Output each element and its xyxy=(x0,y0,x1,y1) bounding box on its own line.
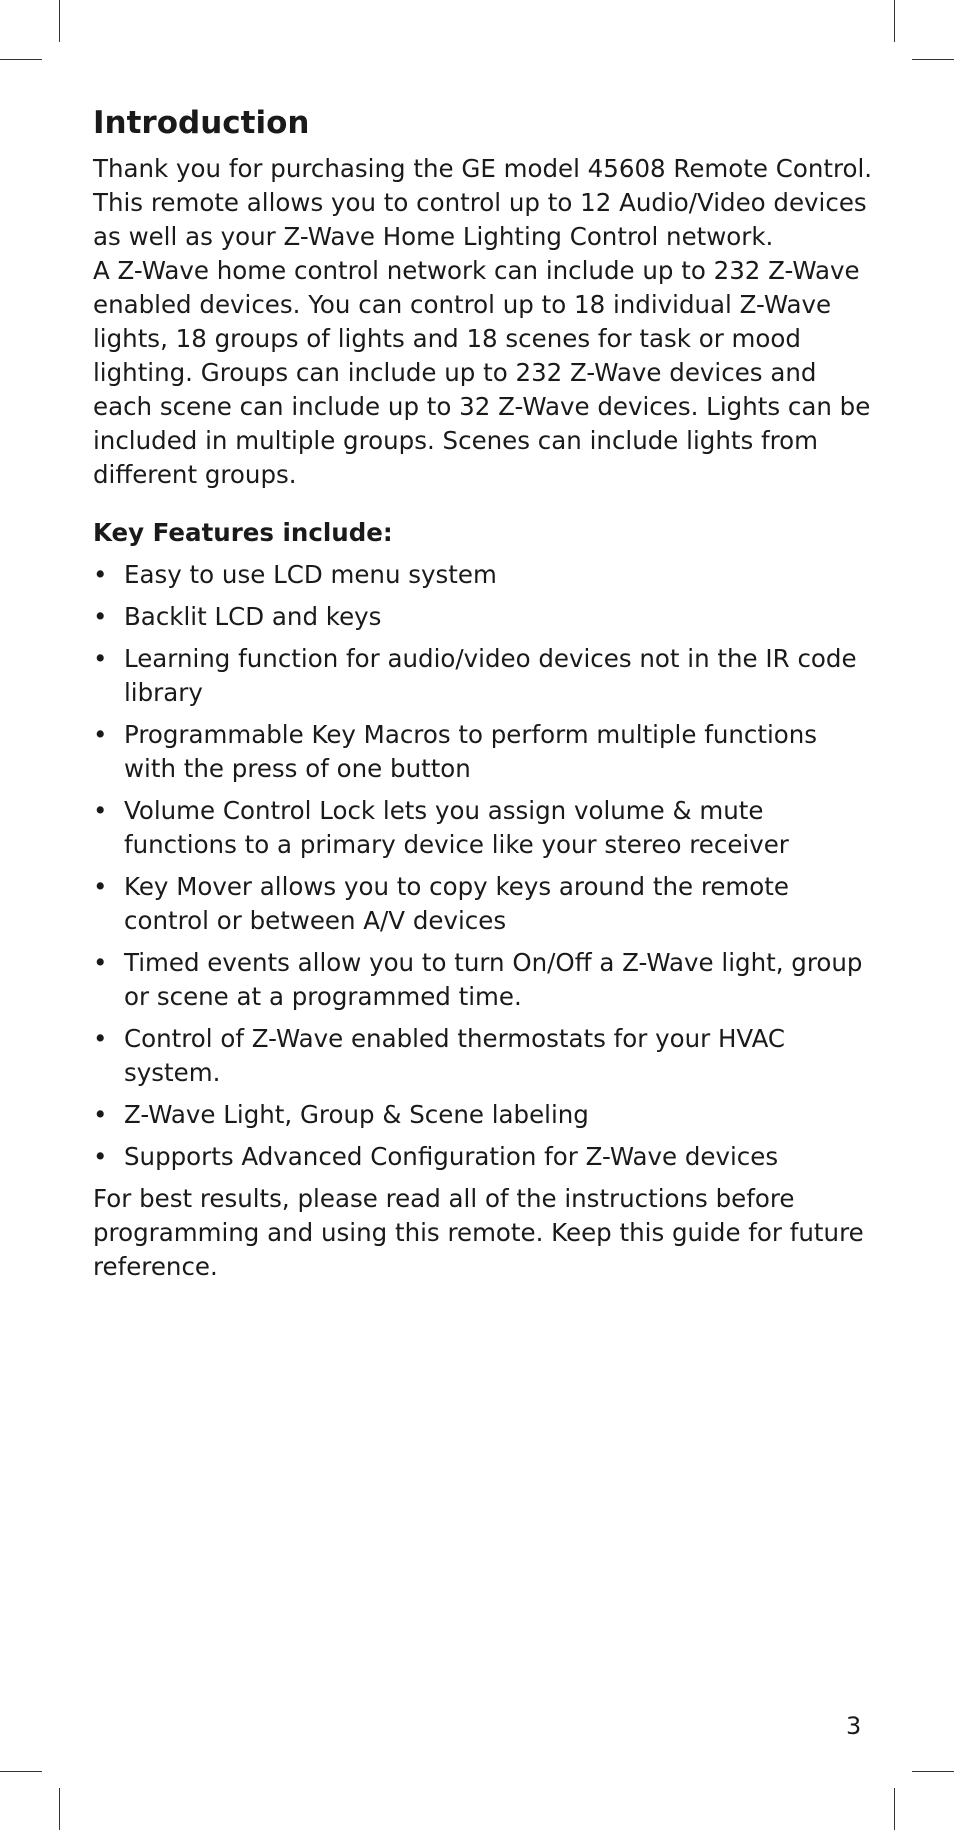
feature-text: Timed events allow you to turn On/Off a Z-Wave light, group or scene at a programmed time. xyxy=(124,948,863,1012)
bullet-icon: • xyxy=(93,872,108,902)
intro-paragraph-2: A Z-Wave home control network can include up to 232 Z-Wave enabled devices. You can control up to 18 individual Z-Wave lights, 18 groups of lights and 18 scenes for task or mood lighting. Groups can include up to 232 Z-Wave devices and each scene can include up to 32 Z-Wave devices. Lights can be included in multiple groups. Scenes can include lights from different groups. xyxy=(93,256,871,490)
bullet-icon: • xyxy=(93,560,108,590)
feature-item xyxy=(93,558,873,592)
page-content xyxy=(93,105,873,1284)
feature-item xyxy=(93,794,873,862)
feature-text: Key Mover allows you to copy keys around the remote control or between A/V devices xyxy=(124,872,789,936)
bullet-icon: • xyxy=(93,602,108,632)
bullet-icon: • xyxy=(93,948,108,978)
feature-text: Easy to use LCD menu system xyxy=(124,560,497,590)
crop-mark-bottom-right-horizontal xyxy=(912,1771,954,1772)
crop-mark-top-left-horizontal xyxy=(0,59,42,60)
feature-text: Control of Z-Wave enabled thermostats for your HVAC system. xyxy=(124,1024,786,1088)
crop-mark-bottom-left-horizontal xyxy=(0,1771,42,1772)
feature-item xyxy=(93,946,873,1014)
intro-paragraph-1: Thank you for purchasing the GE model 45608 Remote Control. This remote allows you to control up to 12 Audio/Video devices as well as your Z-Wave Home Lighting Control network. xyxy=(93,154,873,252)
bullet-icon: • xyxy=(93,720,108,750)
feature-text: Volume Control Lock lets you assign volume & mute functions to a primary device like your stereo receiver xyxy=(124,796,789,860)
feature-text: Learning function for audio/video devices not in the IR code library xyxy=(124,644,857,708)
page-title: Introduction xyxy=(93,105,310,141)
feature-text: Backlit LCD and keys xyxy=(124,602,382,632)
crop-mark-top-left-vertical xyxy=(59,0,60,42)
features-heading: Key Features include: xyxy=(93,518,393,548)
bullet-icon: • xyxy=(93,1100,108,1130)
feature-item xyxy=(93,870,873,938)
feature-item xyxy=(93,718,873,786)
crop-mark-top-right-horizontal xyxy=(912,59,954,60)
crop-mark-bottom-right-vertical xyxy=(894,1788,895,1830)
page-number: 3 xyxy=(846,1712,862,1740)
feature-text: Supports Advanced Configuration for Z-Wave devices xyxy=(124,1142,779,1172)
feature-item xyxy=(93,1022,873,1090)
feature-item xyxy=(93,1098,873,1132)
feature-text: Z-Wave Light, Group & Scene labeling xyxy=(124,1100,589,1130)
feature-item xyxy=(93,600,873,634)
bullet-icon: • xyxy=(93,1024,108,1054)
bullet-icon: • xyxy=(93,1142,108,1172)
bullet-icon: • xyxy=(93,796,108,826)
closing-paragraph: For best results, please read all of the instructions before programming and using this remote. Keep this guide for future reference. xyxy=(93,1184,864,1282)
feature-text: Programmable Key Macros to perform multiple functions with the press of one button xyxy=(124,720,818,784)
feature-item xyxy=(93,642,873,710)
features-list xyxy=(93,558,873,1174)
bullet-icon: • xyxy=(93,644,108,674)
crop-mark-bottom-left-vertical xyxy=(59,1788,60,1830)
feature-item xyxy=(93,1140,873,1174)
crop-mark-top-right-vertical xyxy=(894,0,895,42)
